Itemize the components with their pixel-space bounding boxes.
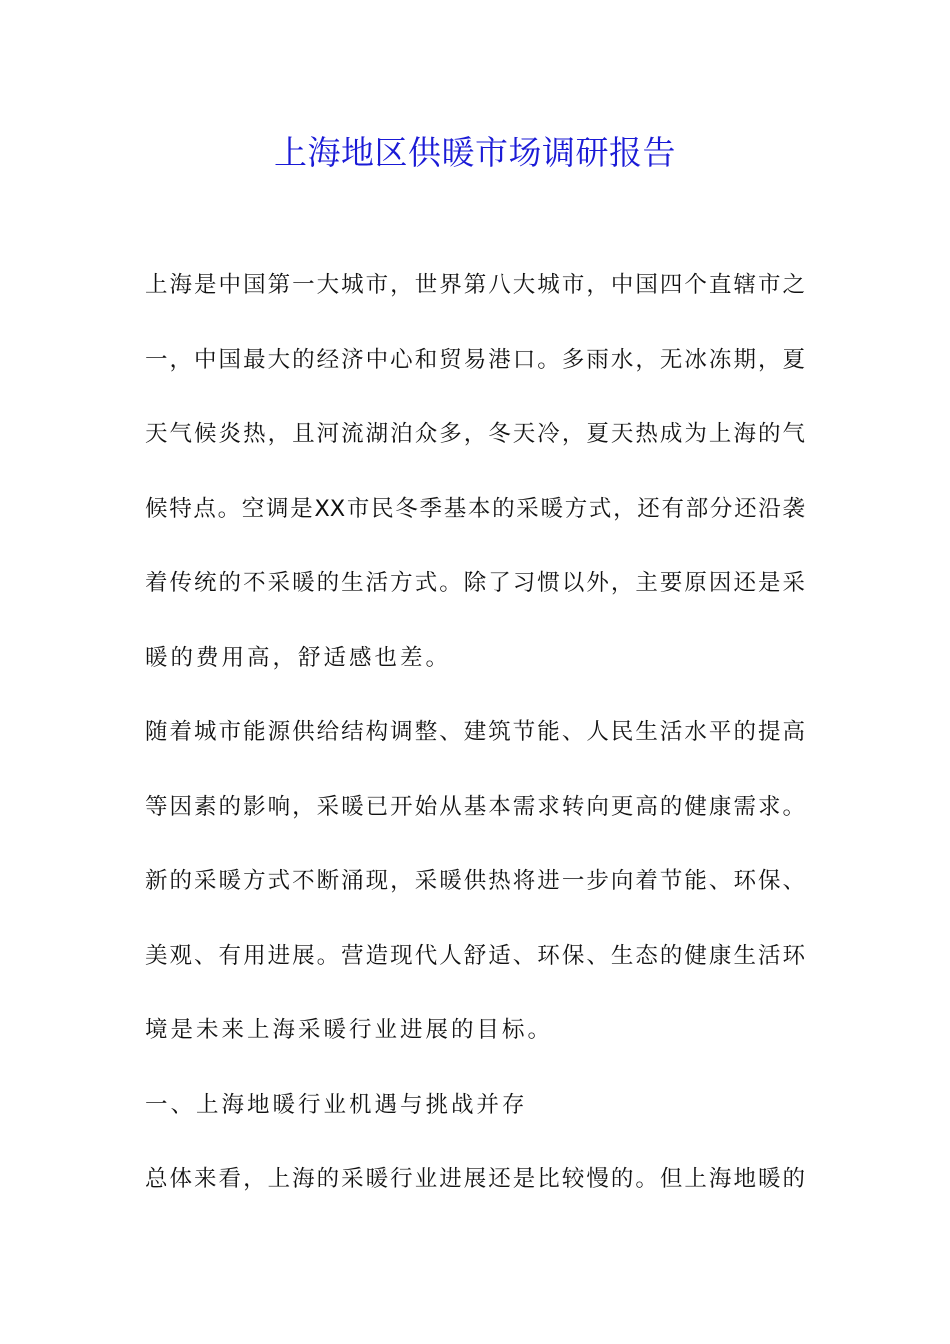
section-heading: 一、上海地暖行业机遇与挑战并存 [145,1091,528,1118]
paragraph-line: 暖的费用高，舒适感也差。 [145,644,452,671]
paragraph-line: 随着城市能源供给结构调整、建筑节能、人民生活水平的提高 [145,719,805,745]
paragraph-line: 总体来看，上海的采暖行业进展还是比较慢的。但上海地暖的 [145,1166,805,1192]
document-body [145,258,805,1227]
paragraph-line: 一，中国最大的经济中心和贸易港口。多雨水，无冰冻期，夏 [145,346,805,373]
paragraph-line: 天气候炎热，且河流湖泊众多，冬天冷，夏天热成为上海的气 [145,421,805,447]
paragraph-line: 上海是中国第一大城市，世界第八大城市，中国四个直辖市之 [145,272,805,298]
paragraph-line: 候特点。空调是XX市民冬季基本的采暖方式，还有部分还沿袭 [145,495,805,522]
paragraph-line: 新的采暖方式不断涌现，采暖供热将进一步向着节能、环保、 [145,868,805,894]
paragraph-line: 境是未来上海采暖行业进展的目标。 [145,1017,554,1043]
document-title: 上海地区供暖市场调研报告 [274,133,676,172]
paragraph-line: 等因素的影响，采暖已开始从基本需求转向更高的健康需求。 [145,793,805,820]
paragraph-line: 着传统的不采暖的生活方式。除了习惯以外，主要原因还是采 [145,570,805,596]
paragraph-line: 美观、有用进展。营造现代人舒适、环保、生态的健康生活环 [145,942,805,969]
